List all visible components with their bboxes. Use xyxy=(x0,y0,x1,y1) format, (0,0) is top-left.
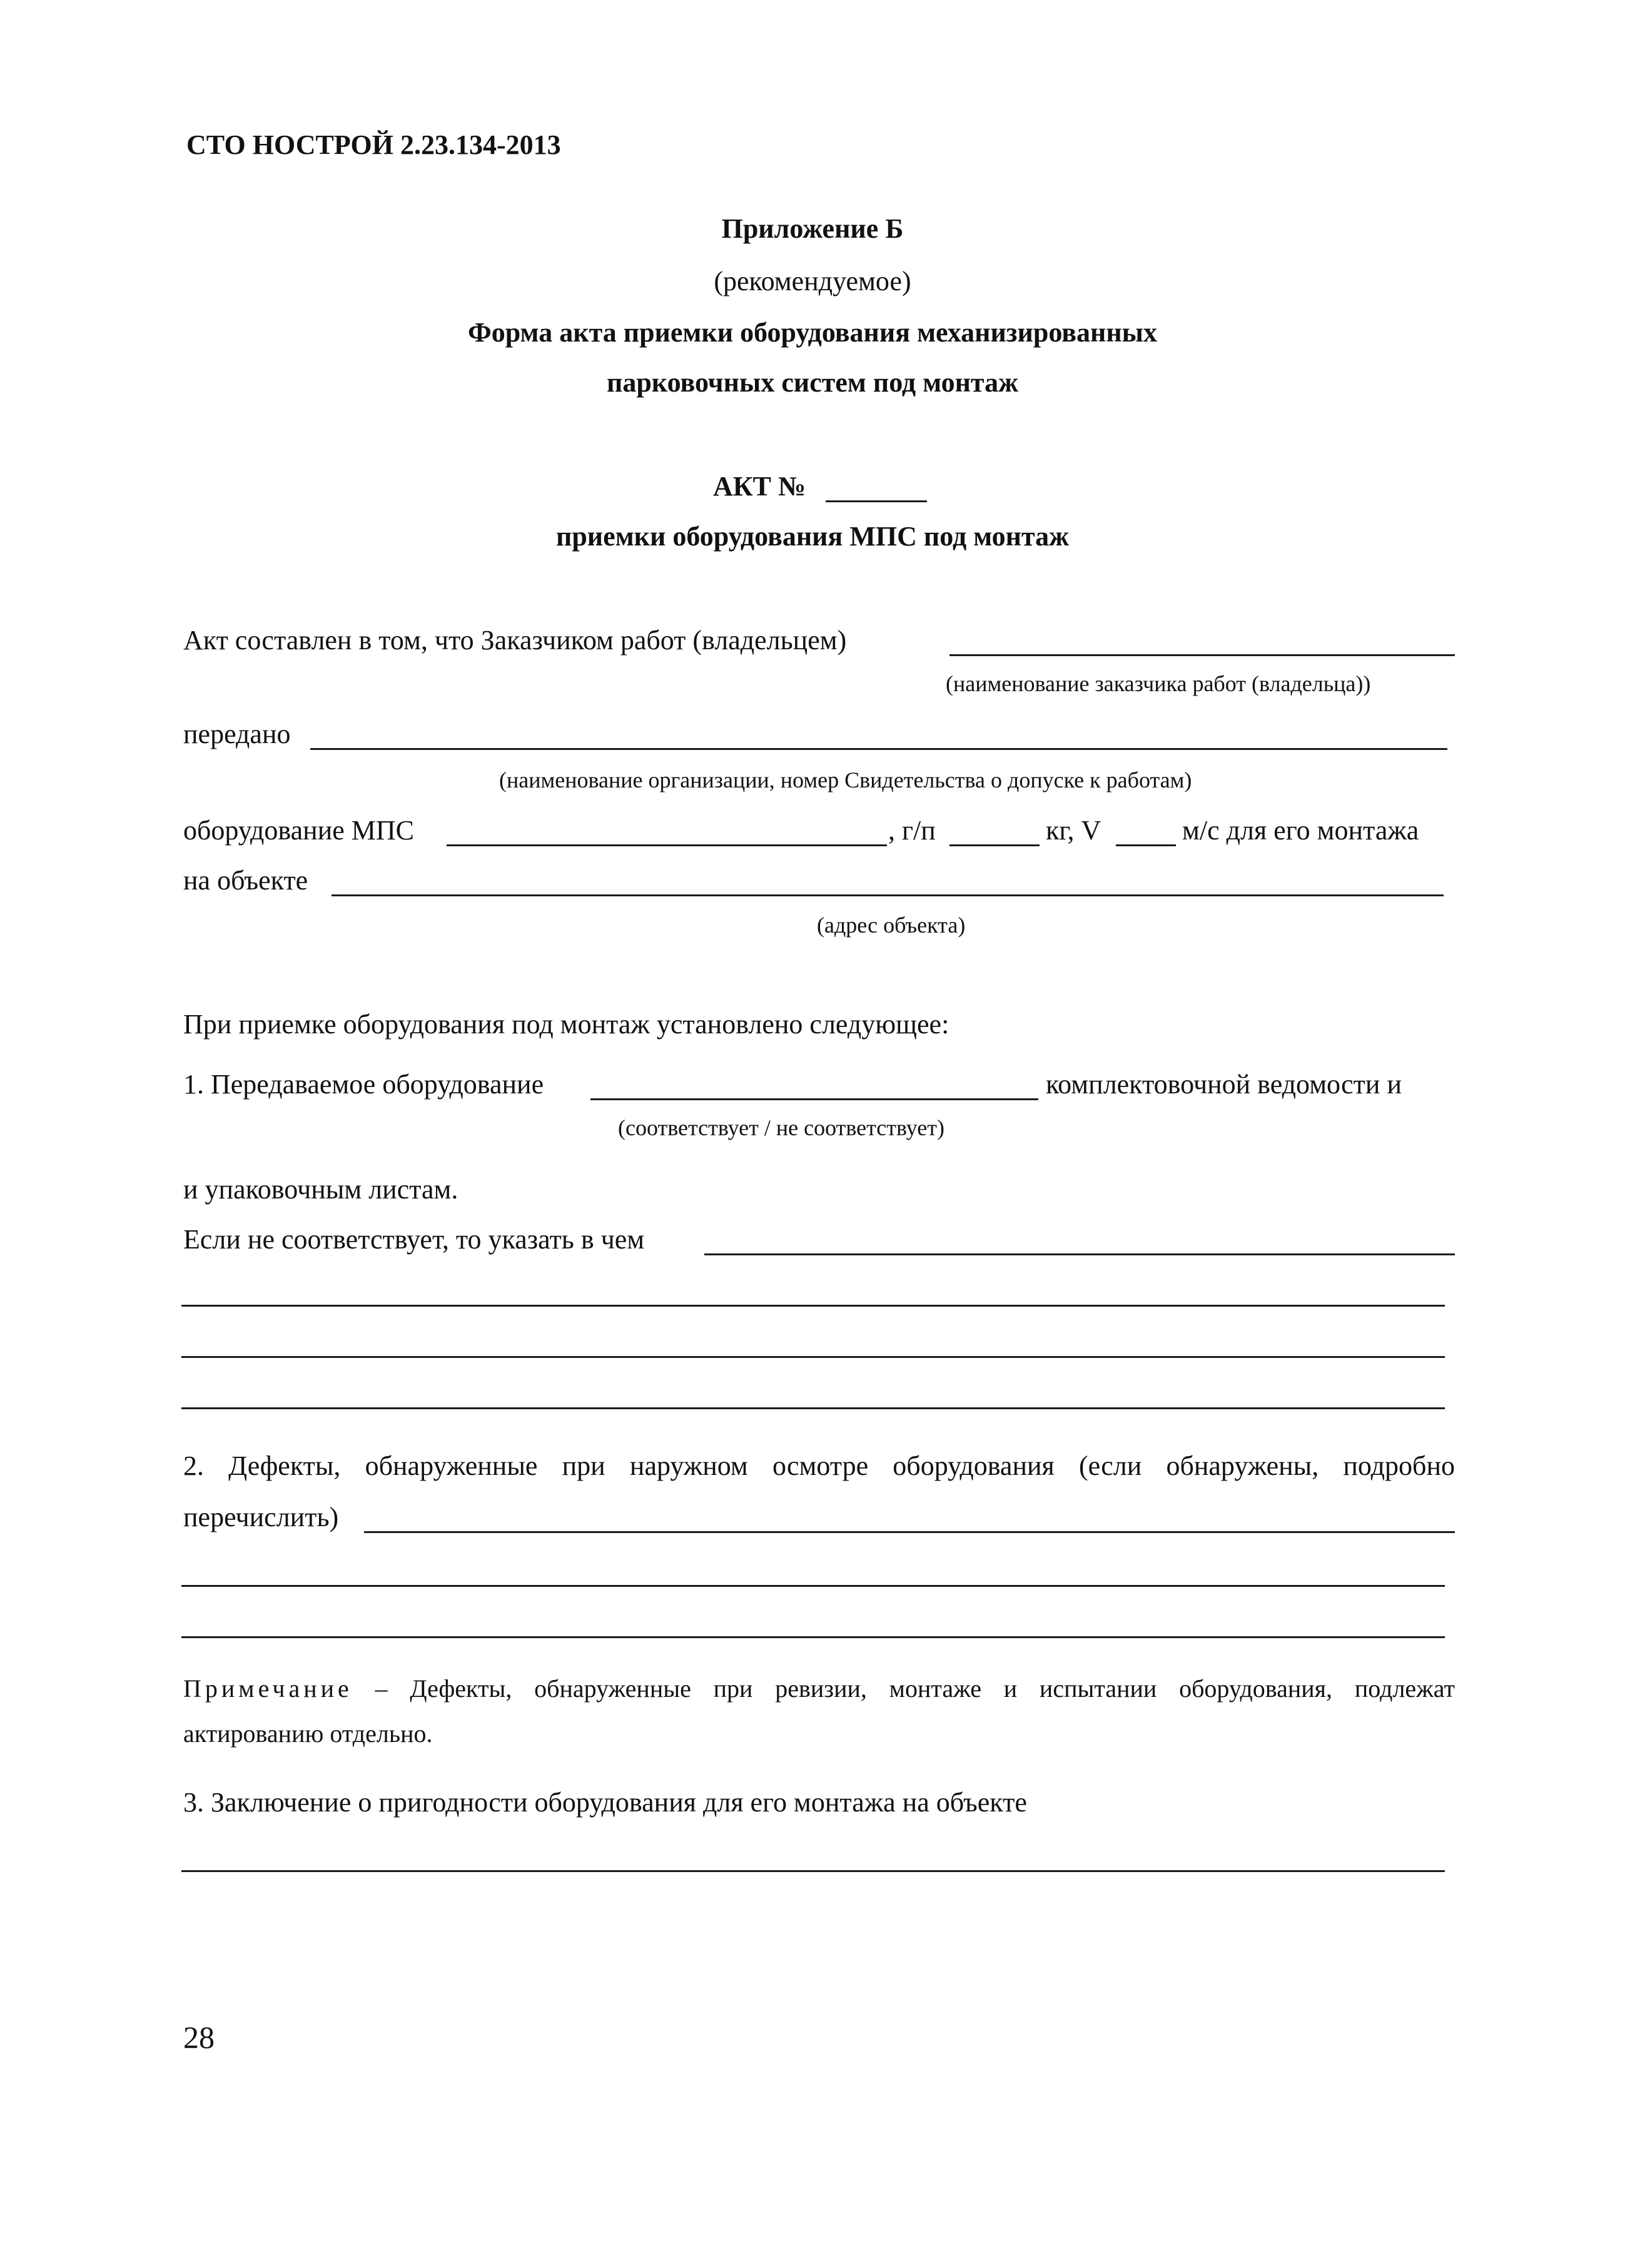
act-number-label: АКТ № xyxy=(713,471,806,502)
transferred-label: передано xyxy=(183,719,291,749)
appendix-status: (рекомендуемое) xyxy=(714,266,911,296)
site-blank[interactable] xyxy=(332,894,1444,896)
mismatch-blank[interactable] xyxy=(704,1253,1455,1255)
defects-line-2[interactable] xyxy=(181,1585,1445,1587)
findings-intro: При приемке оборудования под монтаж установлено следующее: xyxy=(183,1009,949,1040)
equipment-label: оборудование МПС xyxy=(183,815,415,846)
act-number-blank[interactable] xyxy=(826,500,927,502)
item1-caption: (соответствует / не соответствует) xyxy=(618,1115,944,1140)
site-caption: (адрес объекта) xyxy=(817,913,966,938)
page-number: 28 xyxy=(183,2020,215,2055)
conclusion-blank[interactable] xyxy=(181,1870,1445,1872)
transferred-blank[interactable] xyxy=(310,748,1447,750)
document-code: СТО НОСТРОЙ 2.23.134-2013 xyxy=(186,129,561,160)
form-title-line-1: Форма акта приемки оборудования механизированных xyxy=(467,317,1158,348)
capacity-label: , г/п xyxy=(888,815,936,846)
customer-caption: (наименование заказчика работ (владельца)) xyxy=(946,671,1371,696)
note-line-1 xyxy=(183,1674,1455,1703)
note-label: Примечание xyxy=(183,1674,353,1703)
mismatch-line-2[interactable] xyxy=(181,1305,1445,1307)
item1-continuation: и упаковочным листам. xyxy=(183,1174,458,1205)
site-label: на объекте xyxy=(183,865,308,896)
speed-blank[interactable] xyxy=(1116,844,1176,846)
item2-label: перечислить) xyxy=(183,1502,339,1532)
act-subtitle: приемки оборудования МПС под монтаж xyxy=(555,521,1069,552)
item1-blank[interactable] xyxy=(590,1098,1038,1100)
form-title-line-2: парковочных систем под монтаж xyxy=(606,367,1018,398)
customer-blank[interactable] xyxy=(949,654,1455,656)
customer-label: Акт составлен в том, что Заказчиком работ (владельцем) xyxy=(183,625,847,656)
item1-label: 1. Передаваемое оборудование xyxy=(183,1069,544,1100)
note-text: – Дефекты, обнаруженные при ревизии, монтаже и испытании оборудования, подлежат xyxy=(352,1674,1455,1703)
item1-tail: комплектовочной ведомости и xyxy=(1046,1069,1402,1100)
defects-blank[interactable] xyxy=(364,1531,1455,1533)
equipment-blank[interactable] xyxy=(447,844,887,846)
mismatch-line-4[interactable] xyxy=(181,1407,1445,1409)
note-continuation: актированию отдельно. xyxy=(183,1719,433,1748)
item3-label: 3. Заключение о пригодности оборудования для его монтажа на объекте xyxy=(183,1787,1027,1818)
kg-label: кг, V xyxy=(1046,815,1101,846)
defects-line-3[interactable] xyxy=(181,1636,1445,1638)
item2-line-1: 2. Дефекты, обнаруженные при наружном осмотре оборудования (если обнаружены, подробно xyxy=(183,1450,1455,1481)
mismatch-label: Если не соответствует, то указать в чем xyxy=(183,1224,645,1255)
appendix-title: Приложение Б xyxy=(721,213,904,244)
speed-label: м/с для его монтажа xyxy=(1182,815,1419,846)
transferred-caption: (наименование организации, номер Свидетельства о допуске к работам) xyxy=(499,767,1192,792)
mismatch-line-3[interactable] xyxy=(181,1356,1445,1358)
capacity-blank[interactable] xyxy=(949,844,1040,846)
